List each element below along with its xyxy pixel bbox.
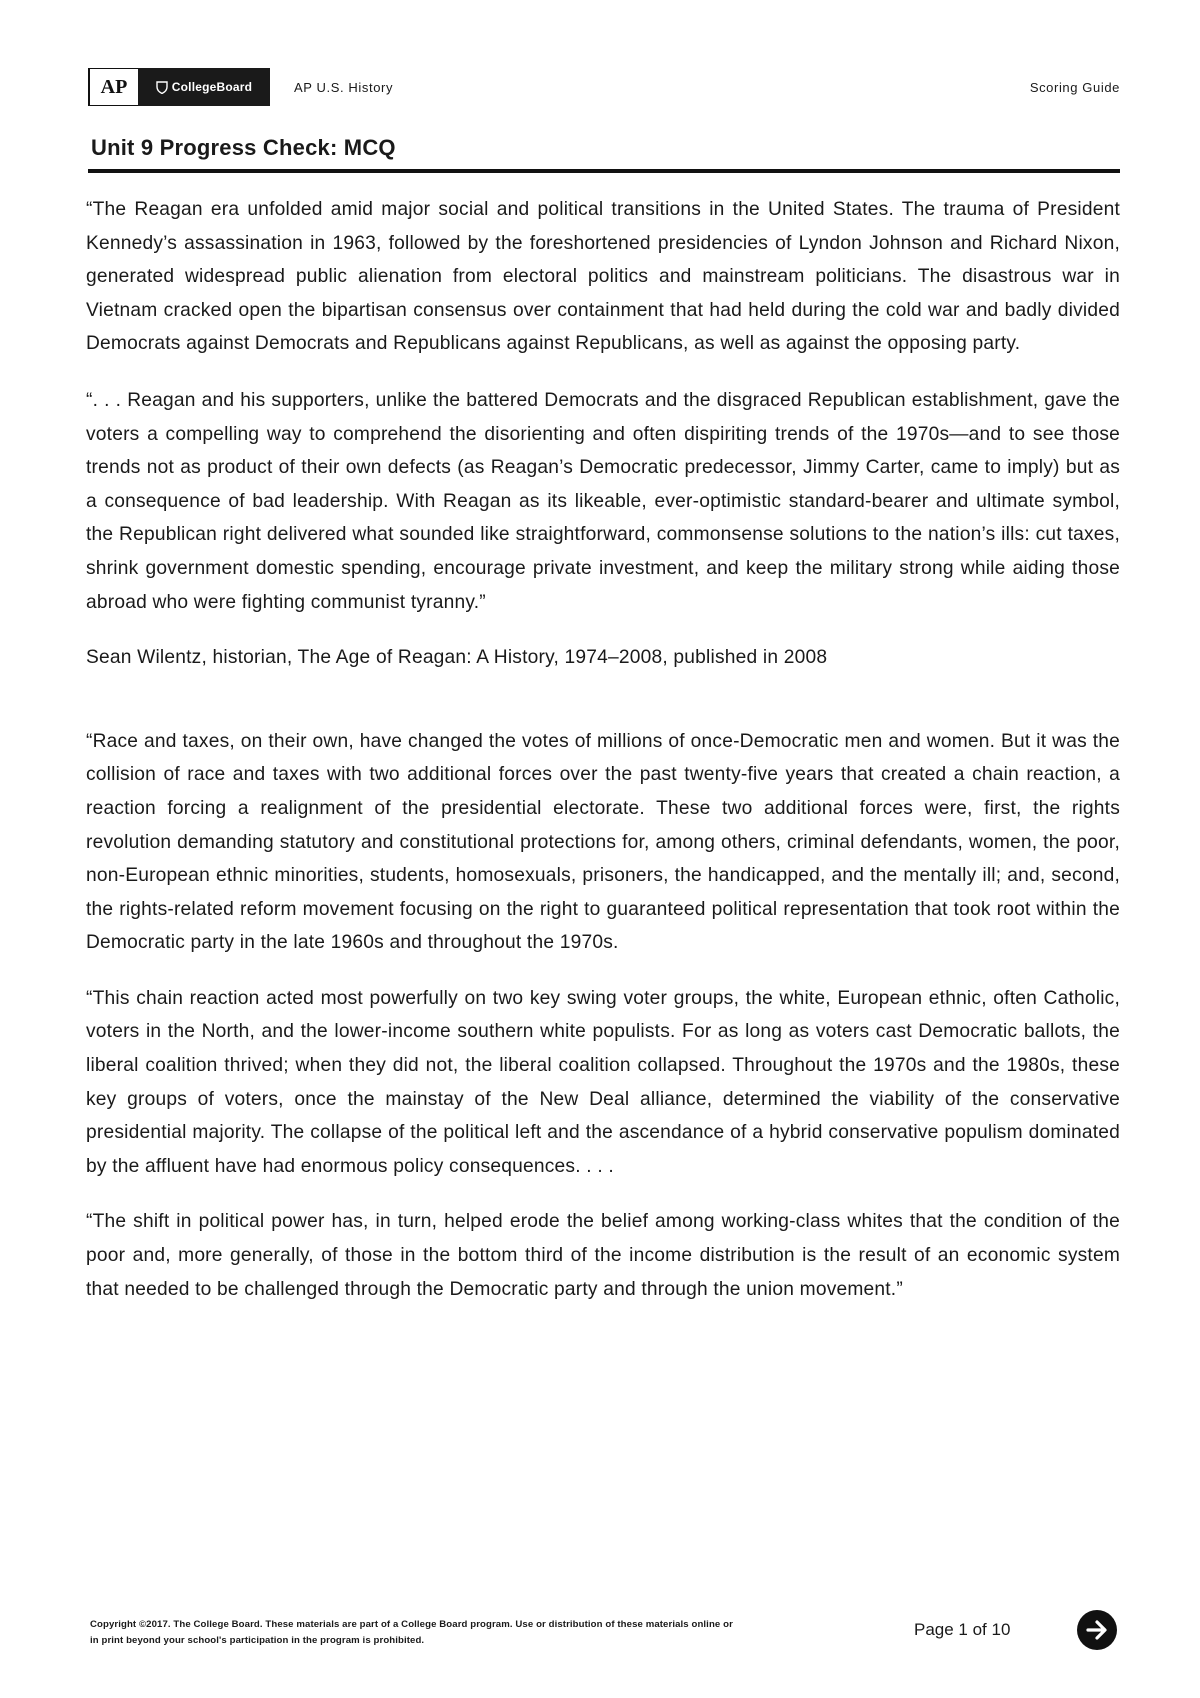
copyright-line-1: Copyright ©2017. The College Board. These materials are part of a College Board program. Use or distribution of these materials online or	[90, 1619, 733, 1630]
wilentz-quote-paragraph-1: “The Reagan era unfolded amid major social and political transitions in the United States. The trauma of President Kennedy’s assassination in 1963, followed by the foreshortened presidencies of Lyndon Johnson and Richard Nixon, generated widespread public alienation from electoral politics and mainstream politicians. The disastrous war in Vietnam cracked open the bipartisan consensus over containment that had held during the cold war and badly divided Democrats against Democrats and Republicans against Republicans, as well as against the opposing party.	[86, 199, 1120, 355]
second-quote-paragraph-3: “The shift in political power has, in turn, helped erode the belief among working-class whites that the condition of the poor and, more generally, of those in the bottom third of the income distribution is the result of an economic system that needed to be challenged through the Democratic party and through the union movement.”	[86, 1211, 1120, 1300]
second-quote-paragraph-1: “Race and taxes, on their own, have changed the votes of millions of once-Democratic men and women. But it was the collision of race and taxes with two additional forces over the past twenty-five years that created a chain reaction, a reaction forcing a realignment of the presidential electorate. These two additional forces were, first, the rights revolution demanding statutory and constitutional protections for, among others, criminal defendants, women, the poor, non-European ethnic minorities, students, homosexuals, prisoners, the handicapped, and the mentally ill; and, second, the rights-related reform movement focusing on the right to guaranteed political representation that took root within the Democratic party in the late 1960s and throughout the 1970s.	[86, 730, 1120, 954]
source-attribution: Sean Wilentz, historian, The Age of Reagan: A History, 1974–2008, published in 2008	[86, 647, 828, 669]
ap-logo-mark: AP	[90, 68, 138, 106]
second-quote-paragraph-2: “This chain reaction acted most powerfully on two key swing voter groups, the white, European ethnic, often Catholic, voters in the North, and the lower-income southern white populists. For as long as voters cast Democratic ballots, the liberal coalition thrived; when they did not, the liberal coalition collapsed. Throughout the 1970s and the 1980s, these key groups of voters, once the mainstay of the New Deal alliance, determined the viability of the conservative presidential majority. The collapse of the political left and the ascendance of a hybrid conservative populism dominated by the affluent have had enormous policy consequences. . . .	[86, 987, 1120, 1177]
collegeboard-logo-mark	[138, 68, 270, 106]
copyright-notice	[90, 1617, 790, 1649]
course-subject: AP U.S. History	[294, 80, 394, 95]
ap-collegeboard-logo	[88, 68, 270, 106]
title-divider	[88, 169, 1120, 173]
next-page-button[interactable]	[1077, 1610, 1117, 1650]
copyright-line-2: in print beyond your school's participation in the program is prohibited.	[90, 1635, 425, 1646]
page-title: Unit 9 Progress Check: MCQ	[91, 135, 396, 160]
collegeboard-logo-text: CollegeBoard	[171, 80, 253, 94]
acorn-shield-icon	[156, 81, 168, 94]
page-header	[88, 68, 1120, 108]
page-indicator: Page 1 of 10	[914, 1620, 1011, 1639]
scoring-guide-label: Scoring Guide	[1029, 80, 1120, 95]
stimulus-content	[86, 193, 1120, 1306]
wilentz-quote-paragraph-2: “. . . Reagan and his supporters, unlike the battered Democrats and the disgraced Republican establishment, gave the voters a compelling way to comprehend the disorienting and often dispiriting trends of the 1970s—and to see those trends not as product of their own defects (as Reagan’s Democratic predecessor, Jimmy Carter, came to imply) but as a consequence of bad leadership. With Reagan as its likeable, ever-optimistic standard-bearer and ultimate symbol, the Republican right delivered what sounded like straightforward, commonsense solutions to the nation’s ills: cut taxes, shrink government domestic spending, encourage private investment, and keep the military strong while aiding those abroad who were fighting communist tyranny.”	[86, 389, 1120, 613]
arrow-right-circle-icon	[1084, 1617, 1110, 1643]
